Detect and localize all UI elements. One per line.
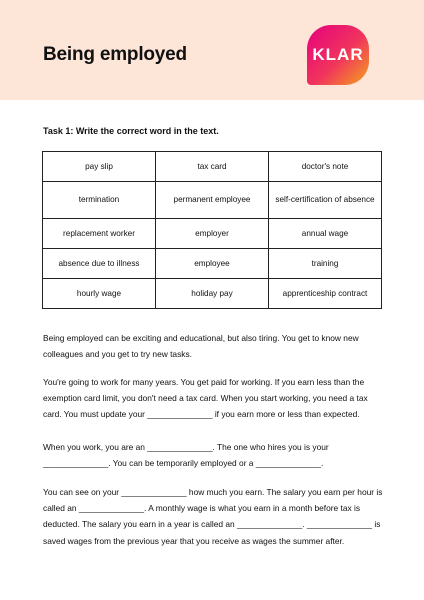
table-cell: apprenticeship contract: [269, 279, 382, 309]
table-cell: employee: [156, 249, 269, 279]
table-cell: permanent employee: [156, 182, 269, 219]
word-table: [42, 151, 382, 309]
table-cell: absence due to illness: [43, 249, 156, 279]
table-cell: holiday pay: [156, 279, 269, 309]
table-cell: tax card: [156, 152, 269, 182]
paragraph-tax: [43, 374, 388, 423]
table-row: [43, 219, 382, 249]
logo-text: KLAR: [312, 45, 364, 64]
klar-logo: [307, 25, 369, 85]
paragraph-wages: [43, 484, 388, 549]
table-cell: replacement worker: [43, 219, 156, 249]
table-cell: pay slip: [43, 152, 156, 182]
table-cell: termination: [43, 182, 156, 219]
table-cell: employer: [156, 219, 269, 249]
table-cell: doctor's note: [269, 152, 382, 182]
table-cell: annual wage: [269, 219, 382, 249]
table-row: [43, 279, 382, 309]
table-cell: training: [269, 249, 382, 279]
table-cell: self-certification of absence: [269, 182, 382, 219]
paragraph-text: You can see on your ______________ how much you earn. The salary you earn per hour is called an ______________. A monthly wage is what you earn in a month before tax is deducted. The salary you earn in a year is called an ______________. ______________ is saved wages from the previous year that you receive as wages the summer after.: [43, 487, 383, 546]
paragraph-text: You're going to work for many years. You get paid for working. If you earn less than the exemption card limit, you don't need a tax card. When you start working, you need a tax card. You must update your ______________ if you earn more or less than expected.: [43, 377, 368, 420]
task-heading: Task 1: Write the correct word in the text.: [43, 126, 219, 136]
paragraph-employment: [43, 439, 388, 471]
page-title: Being employed: [43, 44, 187, 65]
paragraph-text: When you work, you are an ______________. The one who hires you is your ______________. You can be temporarily employed or a ______________.: [43, 442, 329, 469]
paragraph-text: Being employed can be exciting and educational, but also tiring. You get to know new colleagues and you get to try new tasks.: [43, 333, 359, 360]
table-row: [43, 182, 382, 219]
table-row: [43, 152, 382, 182]
header-band: [0, 0, 424, 100]
table-cell: hourly wage: [43, 279, 156, 309]
paragraph-intro: [43, 330, 388, 362]
table-row: [43, 249, 382, 279]
